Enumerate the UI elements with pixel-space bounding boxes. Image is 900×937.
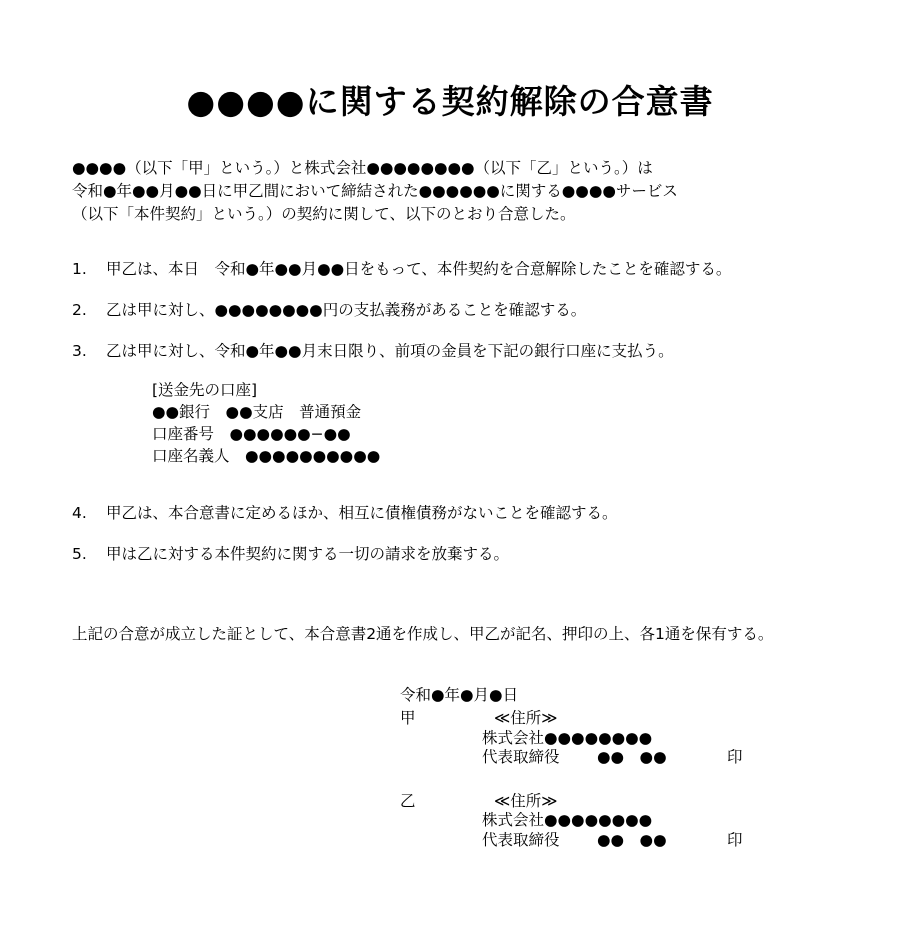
party-b-rep-title: 代表取締役 [482, 831, 560, 849]
party-a-company: 株式会社●●●●●●●● [482, 729, 653, 747]
clause-4-text: 甲乙は、本合意書に定めるほか、相互に債権債務がないことを確認する。 [106, 504, 618, 522]
intro-line-3: （以下「本件契約」という。）の契約に関して、以下のとおり合意した。 [72, 205, 576, 223]
bank-line-1: ●●銀行 ●●支店 普通預金 [152, 403, 362, 421]
clause-1-number: 1. [72, 260, 87, 278]
clause-3-number: 3. [72, 342, 87, 360]
party-b-address: ≪住所≫ [494, 792, 558, 810]
document-title: ●●●●に関する契約解除の合意書 [186, 82, 714, 121]
party-b-company: 株式会社●●●●●●●● [482, 811, 653, 829]
clause-3-text: 乙は甲に対し、令和●年●●月末日限り、前項の金員を下記の銀行口座に支払う。 [106, 342, 674, 360]
party-b-seal: 印 [727, 831, 743, 849]
party-b-label: 乙 [400, 792, 416, 810]
party-a-seal: 印 [727, 748, 743, 766]
closing-statement: 上記の合意が成立した証として、本合意書2通を作成し、甲乙が記名、押印の上、各1通を保有する。 [72, 625, 774, 643]
party-a-address: ≪住所≫ [494, 709, 558, 727]
clause-4-number: 4. [72, 504, 87, 522]
bank-heading: [送金先の口座] [152, 381, 258, 399]
clause-2-text: 乙は甲に対し、●●●●●●●●円の支払義務があることを確認する。 [106, 301, 587, 319]
bank-line-3: 口座名義人 ●●●●●●●●●● [152, 447, 381, 465]
bank-line-2: 口座番号 ●●●●●●−●● [152, 425, 351, 443]
party-b-rep-name: ●● ●● [597, 831, 667, 849]
clause-1-text: 甲乙は、本日 令和●年●●月●●日をもって、本件契約を合意解除したことを確認する。 [106, 260, 732, 278]
party-a-rep-title: 代表取締役 [482, 748, 560, 766]
clause-5-text: 甲は乙に対する本件契約に関する一切の請求を放棄する。 [106, 545, 510, 563]
party-a-label: 甲 [400, 709, 416, 727]
party-a-rep-name: ●● ●● [597, 748, 667, 766]
clause-2-number: 2. [72, 301, 87, 319]
intro-line-2: 令和●年●●月●●日に甲乙間において締結された●●●●●●に関する●●●●サービス [72, 182, 678, 200]
intro-line-1: ●●●●（以下「甲」という。）と株式会社●●●●●●●●（以下「乙」という。）は [72, 159, 653, 177]
signing-date: 令和●年●月●日 [400, 686, 519, 704]
clause-5-number: 5. [72, 545, 87, 563]
